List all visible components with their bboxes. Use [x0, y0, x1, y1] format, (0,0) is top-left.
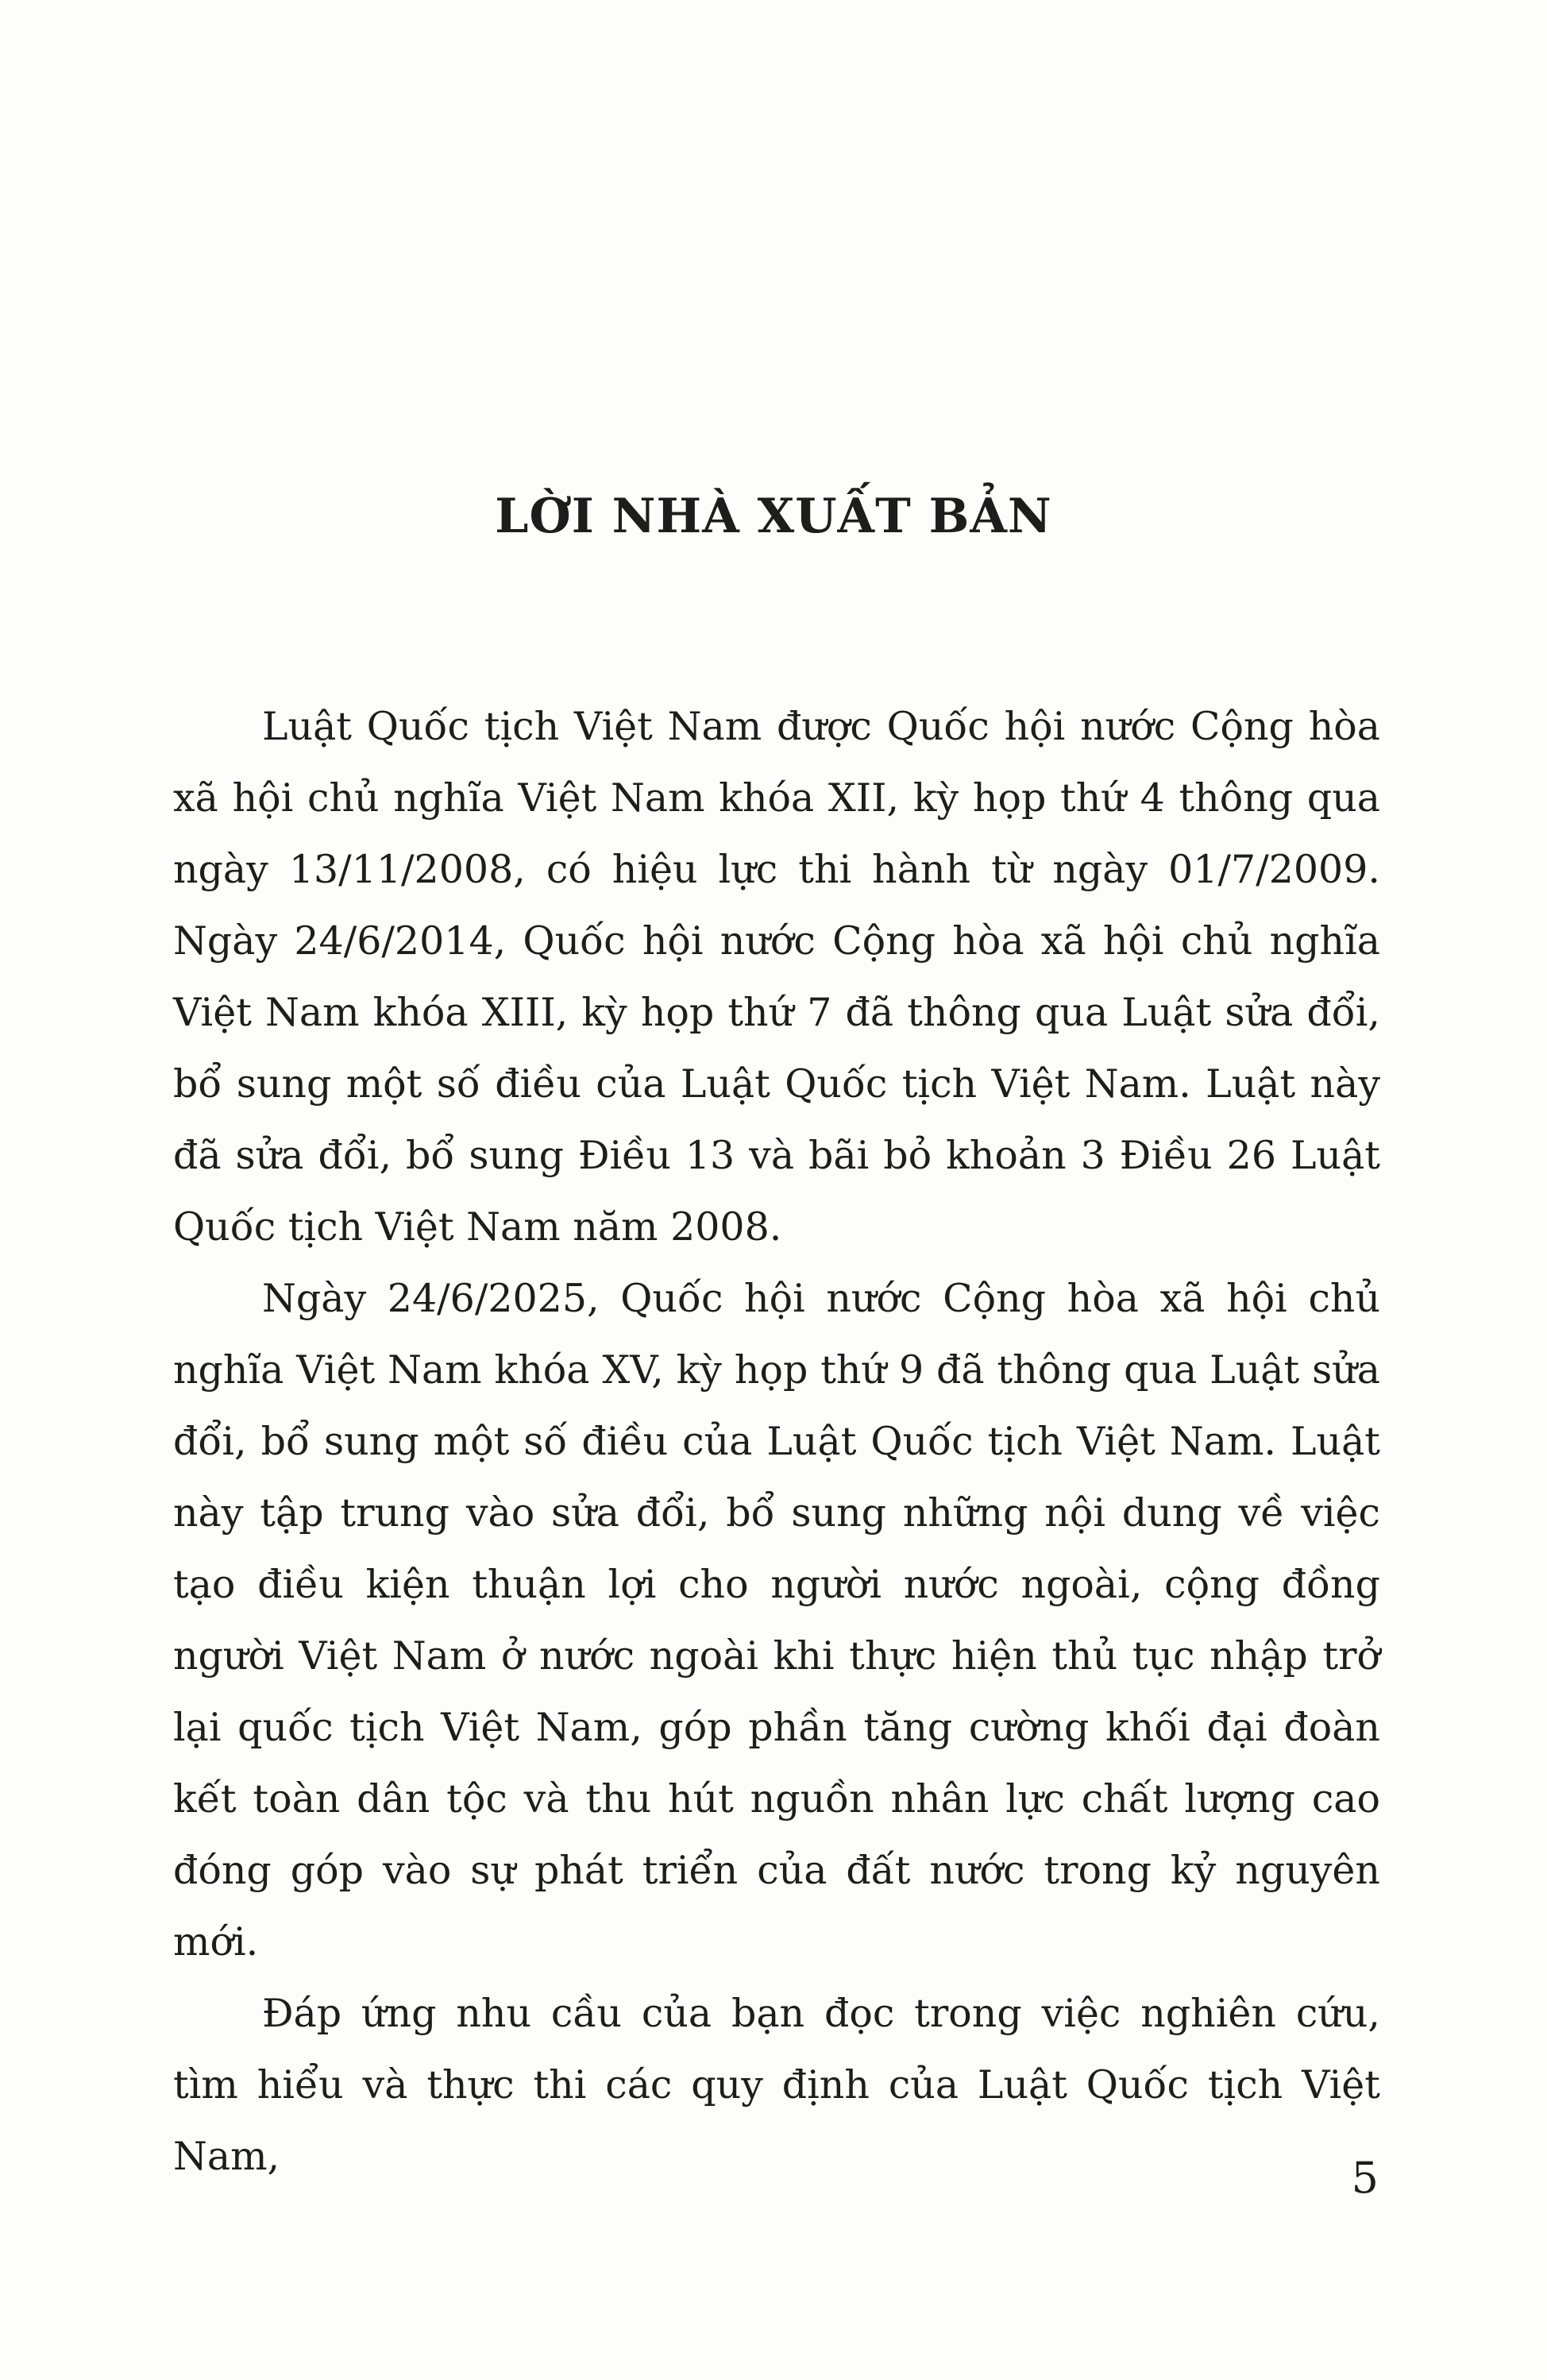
body-text: [173, 691, 1380, 2193]
paragraph-1: Luật Quốc tịch Việt Nam được Quốc hội nước Cộng hòa xã hội chủ nghĩa Việt Nam khóa XII, kỳ họp thứ 4 thông qua ngày 13/11/2008, có hiệu lực thi hành từ ngày 01/7/2009. Ngày 24/6/2014, Quốc hội nước Cộng hòa xã hội chủ nghĩa Việt Nam khóa XIII, kỳ họp thứ 7 đã thông qua Luật sửa đổi, bổ sung một số điều của Luật Quốc tịch Việt Nam. Luật này đã sửa đổi, bổ sung Điều 13 và bãi bỏ khoản 3 Điều 26 Luật Quốc tịch Việt Nam năm 2008.: [173, 704, 1380, 1250]
paragraph-3: Đáp ứng nhu cầu của bạn đọc trong việc nghiên cứu, tìm hiểu và thực thi các quy định của Luật Quốc tịch Việt Nam,: [173, 1991, 1380, 2179]
page-title: LỜI NHÀ XUẤT BẢN: [495, 489, 1052, 544]
paragraph-2: Ngày 24/6/2025, Quốc hội nước Cộng hòa xã hội chủ nghĩa Việt Nam khóa XV, kỳ họp thứ 9 đã thông qua Luật sửa đổi, bổ sung một số điều của Luật Quốc tịch Việt Nam. Luật này tập trung vào sửa đổi, bổ sung những nội dung về việc tạo điều kiện thuận lợi cho người nước ngoài, cộng đồng người Việt Nam ở nước ngoài khi thực hiện thủ tục nhập trở lại quốc tịch Việt Nam, góp phần tăng cường khối đại đoàn kết toàn dân tộc và thu hút nguồn nhân lực chất lượng cao đóng góp vào sự phát triển của đất nước trong kỷ nguyên mới.: [173, 1276, 1380, 1965]
page-number: 5: [1351, 2153, 1379, 2203]
